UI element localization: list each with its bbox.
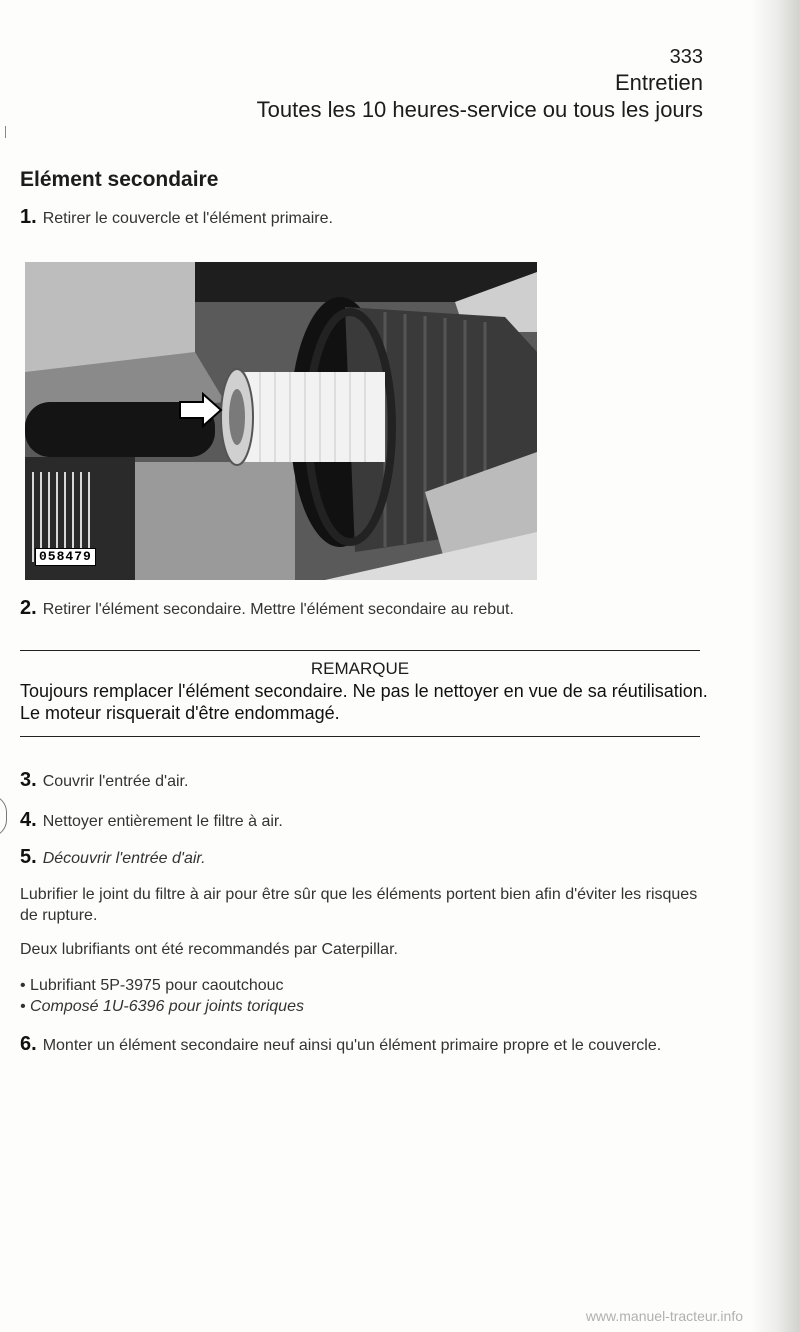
list-item: • Lubrifiant 5P-3975 pour caoutchouc [20, 977, 284, 994]
step-text: Retirer le couvercle et l'élément primaire. [42, 210, 333, 227]
air-filter-photo [25, 262, 537, 580]
recommendation-paragraph: Deux lubrifiants ont été recommandés par Caterpillar. [20, 941, 398, 958]
air-filter-illustration [25, 262, 537, 580]
lubricant-list [20, 975, 304, 1017]
step-text: Retirer l'élément secondaire. Mettre l'élément secondaire au rebut. [42, 601, 514, 618]
step-number: 3. [20, 769, 37, 791]
step-number: 6. [20, 1033, 37, 1055]
step-text: Couvrir l'entrée d'air. [42, 773, 189, 790]
list-item-text: Composé 1U-6396 pour joints toriques [30, 998, 304, 1015]
step-number: 1. [20, 206, 37, 228]
step-3 [20, 769, 188, 792]
step-number: 5. [20, 846, 37, 868]
lubrication-paragraph: Lubrifier le joint du filtre à air pour être sûr que les éléments portent bien afin d'éviter les risques de rupture. [20, 886, 698, 924]
photo-reference-id: 058479 [35, 548, 96, 566]
list-item-text: Lubrifiant 5P-3975 pour caoutchouc [30, 977, 284, 994]
note-title: REMARQUE [310, 659, 410, 678]
step-2 [20, 597, 514, 620]
step-4 [20, 809, 283, 832]
step-number: 4. [20, 809, 37, 831]
step-text: Nettoyer entièrement le filtre à air. [42, 813, 283, 830]
footer-watermark: www.manuel-tracteur.info [585, 1308, 743, 1324]
margin-mark [5, 126, 6, 138]
step-number: 2. [20, 597, 37, 619]
step-text: Monter un élément secondaire neuf ainsi qu'un élément primaire propre et le couvercle. [42, 1037, 662, 1054]
subsection-title: Toutes les 10 heures-service ou tous les jours [256, 97, 703, 122]
page-edge-shadow [751, 0, 799, 1332]
note-body: Toujours remplacer l'élément secondaire. Ne pas le nettoyer en vue de sa réutilisation. Le moteur risquerait d'être endommagé. [20, 681, 708, 723]
page-heading: Elément secondaire [20, 168, 219, 191]
step-5 [20, 846, 206, 869]
step-1 [20, 206, 333, 229]
list-item: • Composé 1U-6396 pour joints toriques [20, 998, 304, 1015]
margin-curve [0, 795, 7, 837]
note-bottom-rule [20, 736, 700, 737]
note-top-rule [20, 650, 700, 651]
page-header [257, 44, 703, 124]
step-text: Découvrir l'entrée d'air. [42, 850, 206, 867]
page-number: 333 [669, 46, 703, 68]
section-title: Entretien [614, 70, 703, 95]
step-6 [20, 1033, 710, 1057]
